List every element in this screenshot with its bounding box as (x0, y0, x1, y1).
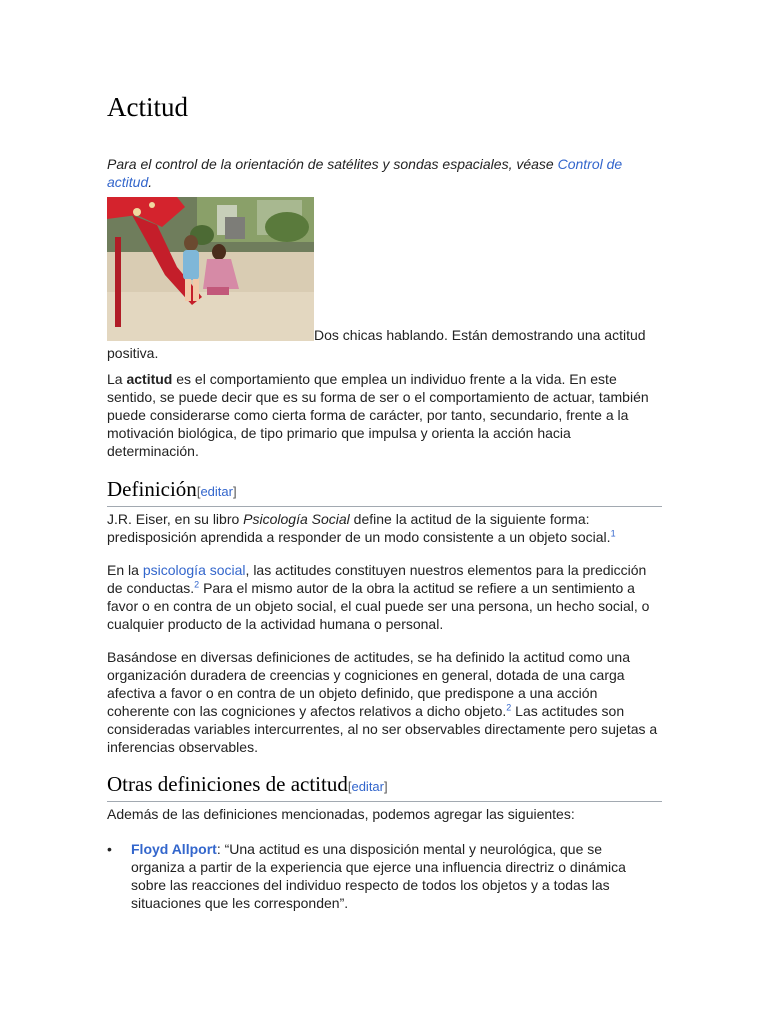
p2-text-a: En la (107, 562, 143, 578)
definition-paragraph-1 (107, 510, 662, 546)
definition-paragraph-2 (107, 561, 662, 633)
page-title: Actitud (107, 92, 188, 122)
definition-text: : “Una actitud es una disposición mental y neurológica, que se organiza a partir de la experiencia que ejerce una influencia directriz o dinámica sobre las reacciones del individuo respecto de todos los objetos y a todas las situaciones que les corresponden”. (131, 841, 626, 911)
bracket-open: [ (347, 779, 352, 794)
hatnote-text: Para el control de la orientación de satélites y sondas espaciales, véase (107, 156, 558, 172)
intro-bold-term: actitud (126, 371, 173, 387)
book-title: Psicología Social (243, 511, 350, 527)
hatnote (107, 155, 662, 191)
image-caption (107, 326, 662, 362)
playground-photo (107, 197, 314, 341)
section-heading-otras-definiciones (107, 771, 662, 802)
bracket-close: ] (232, 484, 237, 499)
article-image[interactable] (107, 197, 314, 341)
image-caption-text: Dos chicas hablando. Están demostrando una actitud positiva. (107, 327, 646, 361)
bracket-open: [ (196, 484, 201, 499)
definition-paragraph-3 (107, 648, 662, 756)
edit-link[interactable]: editar (351, 779, 384, 794)
p1-text-a: J.R. Eiser, en su libro (107, 511, 244, 527)
other-definitions-intro: Además de las definiciones mencionadas, podemos agregar las siguientes: (107, 806, 575, 822)
p1-text-b: define la actitud de la siguiente forma: predisposición aprendida a responder de un modo consistente a un objeto social. (107, 511, 611, 545)
list-item (107, 840, 649, 912)
hatnote-end: . (148, 174, 153, 190)
bullet: • (107, 841, 112, 857)
author-link[interactable]: Floyd Allport (131, 841, 217, 857)
p2-text-c: Para el mismo autor de la obra la actitud se refiere a un sentimiento a favor o en contra de un objeto social, el cual puede ser una persona, un hecho social, o cualquier producto de la actividad humana o personal. (107, 580, 650, 632)
section-heading-definicion (107, 476, 662, 507)
p2-text-b: , las actitudes constituyen nuestros elementos para la predicción de conductas. (107, 562, 647, 596)
intro-text-a: La (107, 371, 127, 387)
reference-link[interactable]: 2 (506, 702, 512, 713)
p3-text-a: Basándose en diversas definiciones de actitudes, se ha definido la actitud como una organización duradera de creencias y cogniciones en general, dotada de una carga afectiva a favor o en contra de un objeto definido, que predispone a una acción coherente con las cogniciones y afectos relativos a dicho objeto. (107, 649, 631, 719)
reference-link[interactable]: 2 (194, 579, 200, 590)
p3-text-b: Las actitudes son consideradas variables intercurrentes, al no ser observables directamente pero sujetas a inferencias observables. (107, 703, 658, 755)
hatnote-link[interactable]: Control de actitud (107, 156, 623, 190)
edit-link[interactable]: editar (200, 484, 233, 499)
section-edit (197, 484, 237, 499)
section-heading-text: Otras definiciones de actitud (107, 772, 348, 796)
intro-text-b: es el comportamiento que emplea un individuo frente a la vida. En este sentido, se puede decir que es su forma de ser o el comportamiento de actuar, también puede considerarse como cierta forma de carácter, por tanto, secundario, frente a la motivación biológica, de tipo primario que impulsa y orienta la acción hacia determinación. (107, 371, 649, 459)
section-heading-text: Definición (107, 477, 197, 501)
psicologia-social-link[interactable]: psicología social (142, 562, 246, 578)
reference-link[interactable]: 1 (610, 528, 616, 539)
definitions-list (107, 840, 662, 912)
section-edit (348, 779, 388, 794)
bracket-close: ] (384, 779, 388, 794)
intro-paragraph (107, 370, 662, 460)
